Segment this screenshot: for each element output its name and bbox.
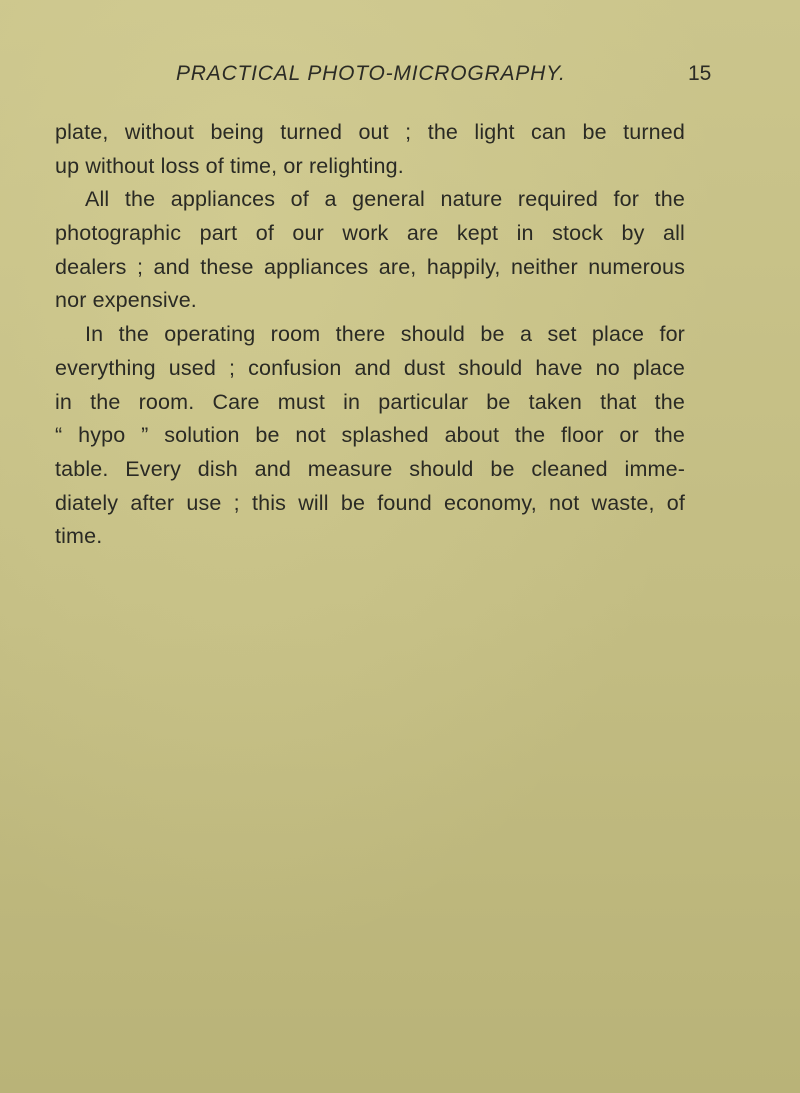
text-line: plate, without being turned out ; the light can be turned — [55, 120, 685, 144]
page-number: 15 — [688, 62, 712, 85]
text-line: diately after use ; this will be found economy, not waste, of — [55, 490, 685, 515]
running-head: PRACTICAL PHOTO-MICROGRAPHY. — [176, 62, 566, 85]
text-line: table. Every dish and measure should be cleaned imme- — [55, 456, 685, 481]
text-line: everything used ; confusion and dust should have no place — [55, 355, 685, 380]
text-line: photographic part of our work are kept in stock by all — [55, 221, 685, 246]
text-line: “ hypo ” solution be not splashed about the floor or the — [55, 423, 685, 448]
text-line: In the operating room there should be a set place for — [85, 322, 685, 347]
text-line: up without loss of time, or relighting. — [55, 153, 404, 178]
text-line: nor expensive. — [55, 288, 197, 313]
body-text — [55, 116, 685, 554]
text-line: in the room. Care must in particular be taken that the — [55, 389, 685, 414]
text-line: All the appliances of a general nature required for the — [85, 187, 685, 212]
text-line: time. — [55, 524, 103, 549]
text-line: dealers ; and these appliances are, happily, neither numerous — [55, 254, 685, 279]
